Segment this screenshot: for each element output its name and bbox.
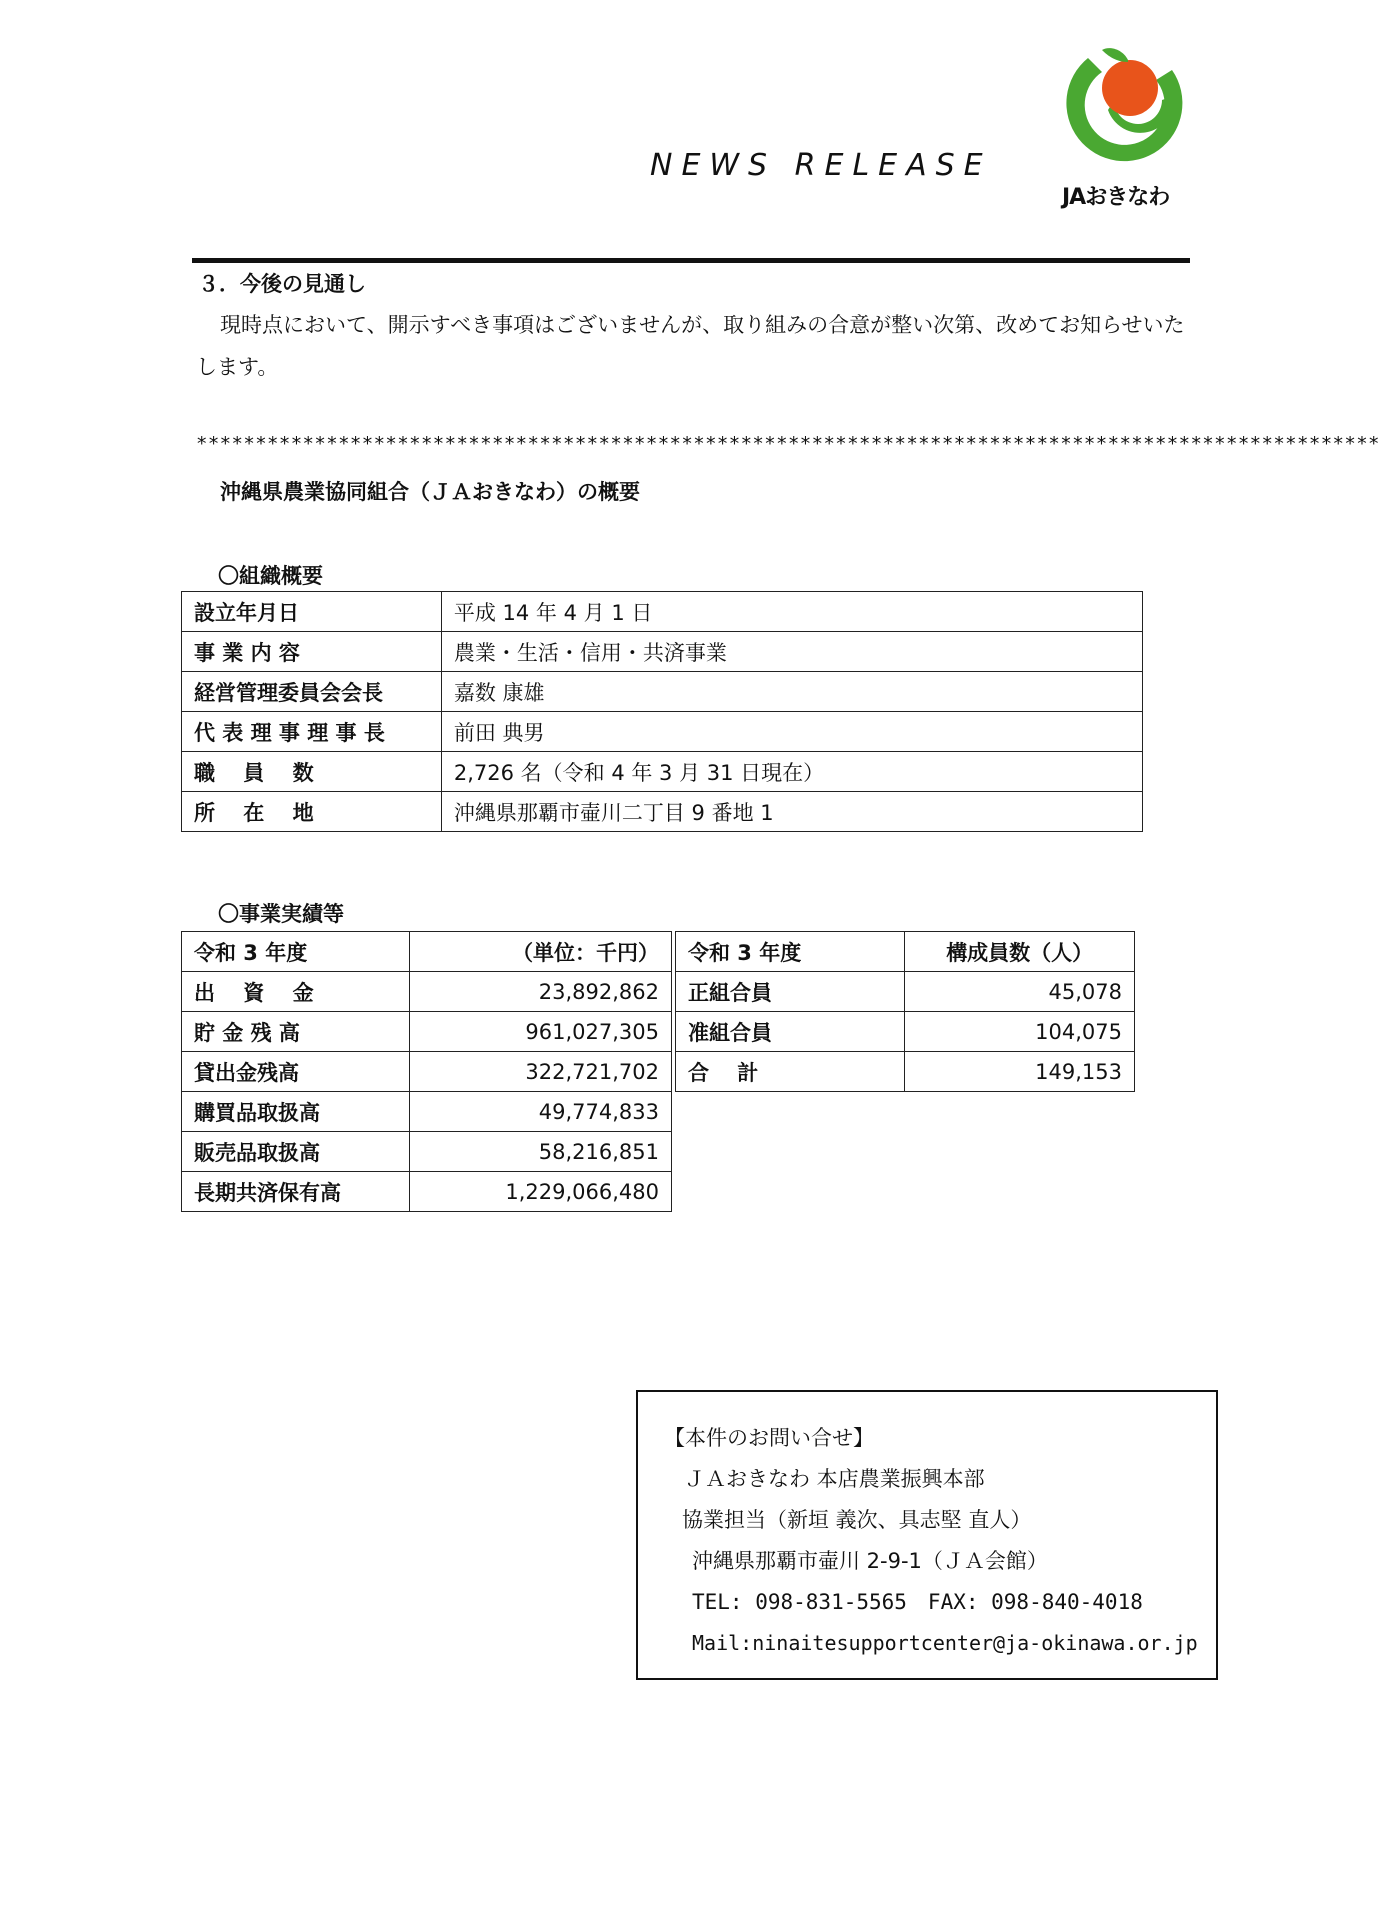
results-row [182,1052,672,1092]
org-table [181,591,1143,832]
members-table [675,931,1135,1092]
separator-stars: **************************************************************************************************** [196,433,1380,455]
ja-okinawa-logo [1044,40,1194,212]
results-row-value: 1,229,066,480 [409,1172,671,1212]
overview-title: 沖縄県農業協同組合（ＪＡおきなわ）の概要 [220,480,640,504]
results-row [182,1092,672,1132]
org-row-label: 事 業 内 容 [182,632,442,672]
results-row-label: 購買品取扱高 [182,1092,410,1132]
org-row-value: 農業・生活・信用・共済事業 [441,632,1142,672]
members-row-label: 准組合員 [676,1012,905,1052]
results-year-header: 令和 3 年度 [182,932,410,972]
org-row [182,592,1143,632]
org-heading: 〇組織概要 [218,564,323,588]
results-table [181,931,672,1212]
results-row-label: 長期共済保有高 [182,1172,410,1212]
org-row-value: 沖縄県那覇市壷川二丁目 9 番地 1 [441,792,1142,832]
contact-mail[interactable]: Mail:ninaitesupportcenter@ja-okinawa.or.jp [692,1631,1198,1655]
members-row-value: 45,078 [905,972,1135,1012]
news-release-title: NEWS RELEASE [650,148,992,183]
org-row-label: 経営管理委員会会長 [182,672,442,712]
results-unit-header: （単位：千円） [409,932,671,972]
results-header-row [182,932,672,972]
logo-text: JAおきなわ [1062,185,1170,210]
org-row [182,632,1143,672]
results-row-value: 49,774,833 [409,1092,671,1132]
org-row-value: 平成 14 年 4 月 1 日 [441,592,1142,632]
contact-staff: 協業担当（新垣 義次、具志堅 直人） [682,1508,1032,1532]
org-row [182,672,1143,712]
org-row-label: 職 員 数 [182,752,442,792]
header-rule [192,258,1190,263]
contact-box [636,1390,1218,1680]
members-year-header: 令和 3 年度 [676,932,905,972]
results-row [182,1132,672,1172]
contact-org: ＪＡおきなわ 本店農業振興本部 [684,1467,985,1491]
org-row-value: 前田 典男 [441,712,1142,752]
ja-logo-icon [1044,40,1194,180]
org-row [182,752,1143,792]
members-header-row [676,932,1135,972]
members-row [676,972,1135,1012]
results-row-label: 販売品取扱高 [182,1132,410,1172]
results-row-label: 貯 金 残 高 [182,1012,410,1052]
members-row-label: 合 計 [676,1052,905,1092]
contact-phone: TEL: 098-831-5565 FAX: 098-840-4018 [692,1590,1143,1614]
results-row-value: 58,216,851 [409,1132,671,1172]
members-row-label: 正組合員 [676,972,905,1012]
results-row-label: 貸出金残高 [182,1052,410,1092]
org-row-label: 所 在 地 [182,792,442,832]
results-row-value: 322,721,702 [409,1052,671,1092]
members-unit-header: 構成員数（人） [905,932,1135,972]
org-row [182,792,1143,832]
outlook-heading: ３．今後の見通し [198,272,366,296]
results-row [182,972,672,1012]
org-row-label: 設立年月日 [182,592,442,632]
results-row [182,1012,672,1052]
org-row-label: 代 表 理 事 理 事 長 [182,712,442,752]
members-row-value: 149,153 [905,1052,1135,1092]
contact-address: 沖縄県那覇市壷川 2-9-1（ＪＡ会館） [692,1549,1048,1573]
results-row-value: 23,892,862 [409,972,671,1012]
results-heading: 〇事業実績等 [218,902,344,926]
contact-title: 【本件のお問い合せ】 [664,1426,874,1450]
outlook-body: 現時点において、開示すべき事項はございませんが、取り組みの合意が整い次第、改めてお知らせいたします。 [196,313,1185,379]
results-row-value: 961,027,305 [409,1012,671,1052]
org-row-value: 2,726 名（令和 4 年 3 月 31 日現在） [441,752,1142,792]
members-row [676,1052,1135,1092]
members-row-value: 104,075 [905,1012,1135,1052]
members-row [676,1012,1135,1052]
org-row-value: 嘉数 康雄 [441,672,1142,712]
results-row-label: 出 資 金 [182,972,410,1012]
results-row [182,1172,672,1212]
org-row [182,712,1143,752]
